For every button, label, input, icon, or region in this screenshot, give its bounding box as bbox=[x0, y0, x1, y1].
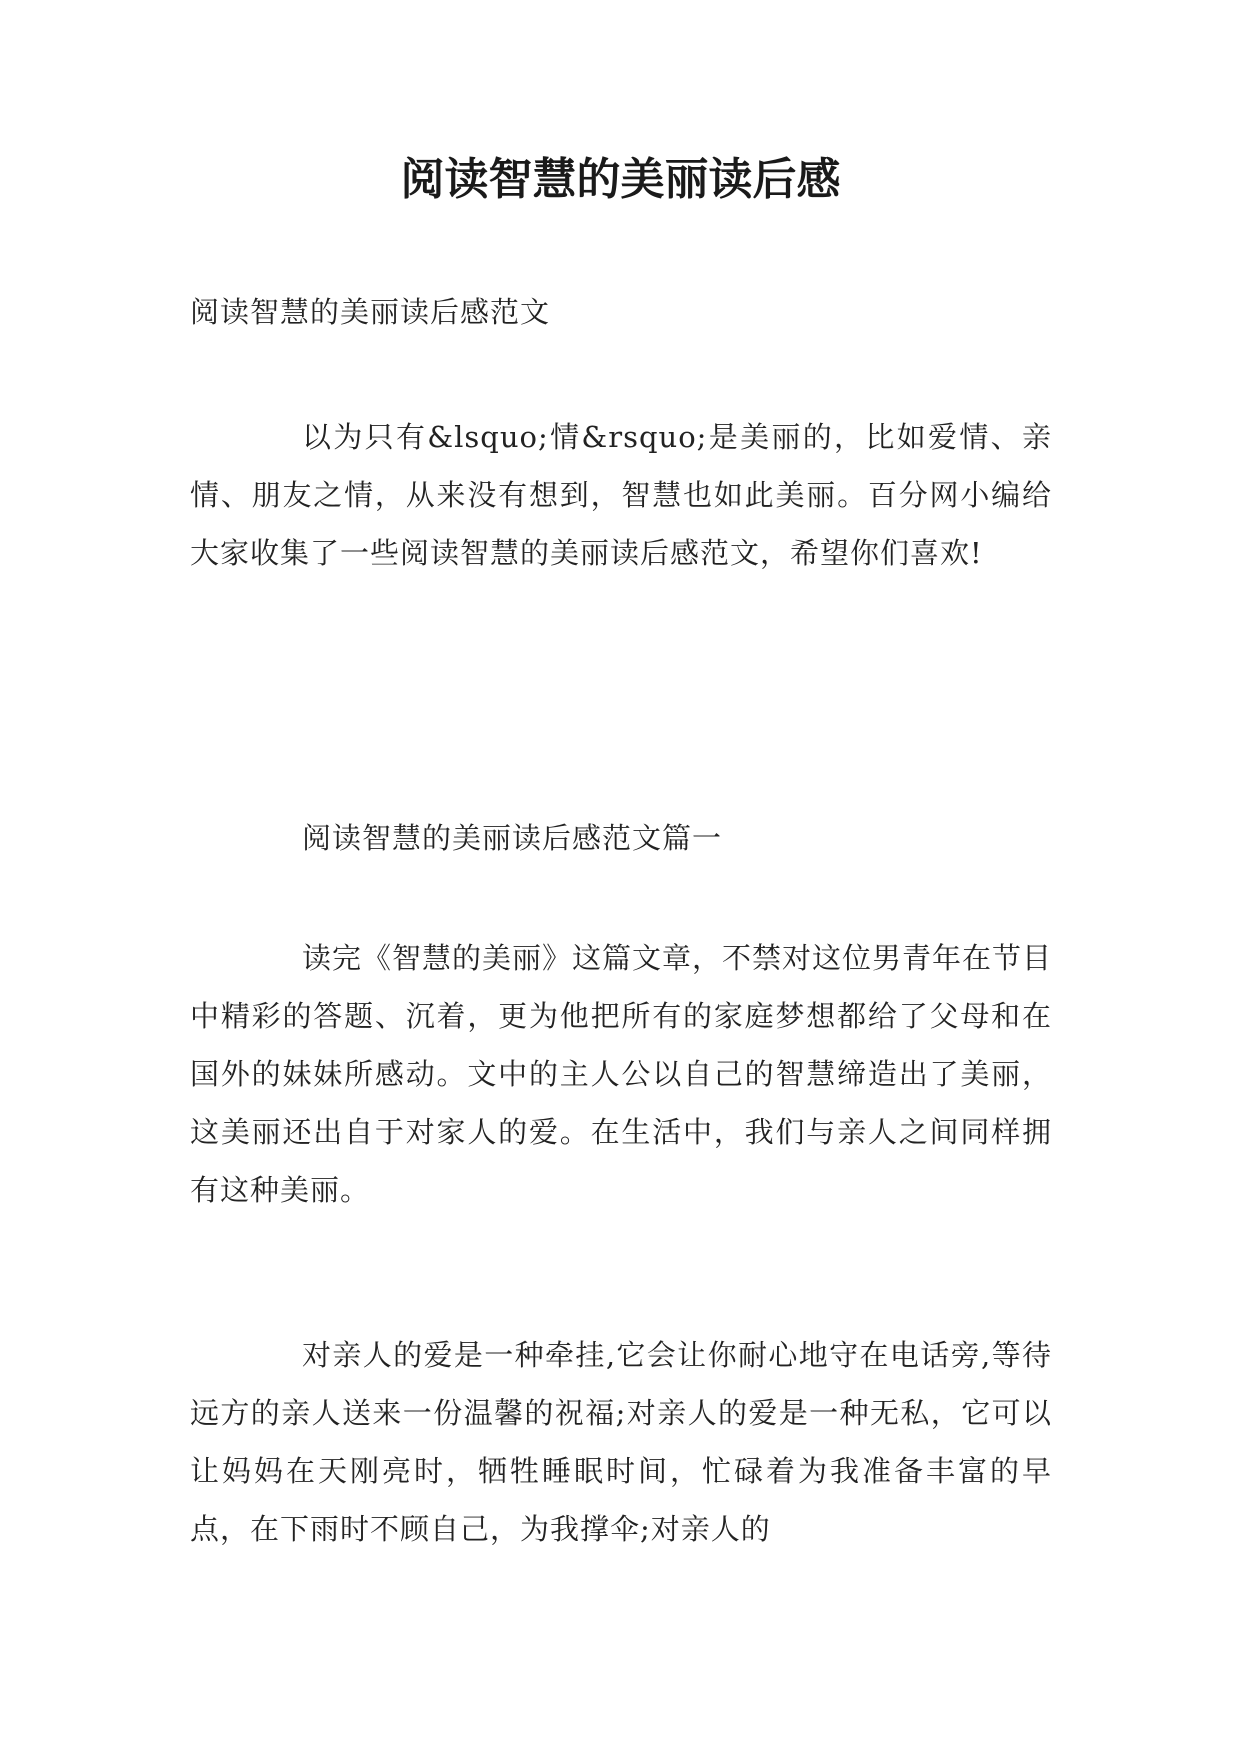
page-title: 阅读智慧的美丽读后感 bbox=[400, 154, 841, 205]
intro-paragraph: 以为只有&lsquo;情&rsquo;是美丽的，比如爱情、亲情、朋友之情，从来没有想到，智慧也如此美丽。百分网小编给大家收集了一些阅读智慧的美丽读后感范文，希望你们喜欢! bbox=[190, 420, 1052, 570]
document-subtitle: 阅读智慧的美丽读后感范文 bbox=[190, 295, 551, 329]
section-heading: 阅读智慧的美丽读后感范文篇一 bbox=[302, 821, 723, 855]
body-paragraph: 读完《智慧的美丽》这篇文章，不禁对这位男青年在节目中精彩的答题、沉着，更为他把所有的家庭梦想都给了父母和在国外的妹妹所感动。文中的主人公以自己的智慧缔造出了美丽，这美丽还出自于对家人的爱。在生活中，我们与亲人之间同样拥有这种美丽。 bbox=[190, 941, 1053, 1207]
body-paragraph: 对亲人的爱是一种牵挂,它会让你耐心地守在电话旁,等待远方的亲人送来一份温馨的祝福;对亲人的爱是一种无私，它可以让妈妈在天刚亮时，牺牲睡眠时间，忙碌着为我准备丰富的早点，在下雨时不顾自己，为我撑伞;对亲人的 bbox=[190, 1338, 1052, 1546]
